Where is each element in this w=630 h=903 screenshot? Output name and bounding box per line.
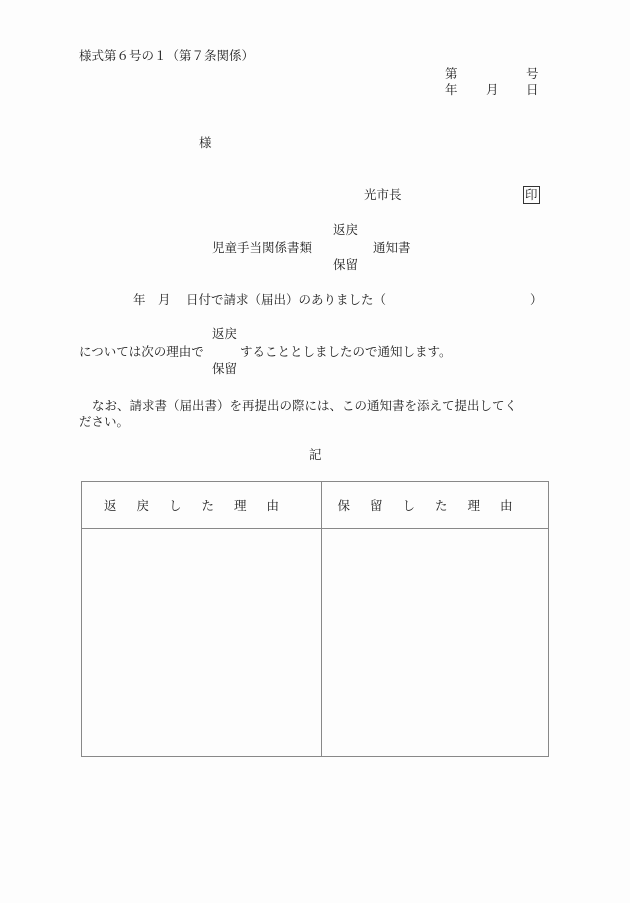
line2-option-return: 返戻 (212, 326, 238, 341)
date-month: 月 (486, 82, 499, 97)
line1-close: ） (530, 292, 543, 307)
title-suffix: 通知書 (373, 240, 411, 255)
hold-reason-cell[interactable] (322, 529, 549, 757)
issuer: 光市長 (364, 187, 402, 202)
line1-text: 日付で請求（届出）のありました（ (186, 292, 387, 307)
title-option-return: 返戻 (333, 222, 359, 237)
return-reason-cell[interactable] (82, 529, 322, 757)
note-line2: ださい。 (79, 414, 130, 429)
title-main: 児童手当関係書類 (212, 240, 313, 255)
header-return-reason: 返戻した理由 (82, 482, 322, 529)
header-hold-reason: 保留した理由 (322, 482, 549, 529)
table-header-row (82, 482, 549, 529)
line2-suffix: することとしましたので通知します。 (240, 344, 452, 359)
line1-year: 年 (133, 292, 146, 307)
addressee-suffix: 様 (199, 135, 212, 150)
number-suffix: 号 (526, 66, 539, 81)
line2-prefix: については次の理由で (79, 344, 204, 359)
line2-option-hold: 保留 (212, 361, 238, 376)
date-year: 年 (445, 82, 458, 97)
form-id: 様式第６号の１（第７条関係） (79, 48, 255, 63)
table-row (82, 529, 549, 757)
title-option-hold: 保留 (333, 257, 359, 272)
reasons-table (81, 481, 549, 757)
number-prefix: 第 (445, 66, 458, 81)
seal-icon: 印 (525, 187, 538, 202)
note-line1: なお、請求書（届出書）を再提出の際には、この通知書を添えて提出してく (92, 398, 518, 413)
line1-month: 月 (158, 292, 171, 307)
ki-heading: 記 (309, 447, 322, 462)
date-day: 日 (526, 82, 539, 97)
